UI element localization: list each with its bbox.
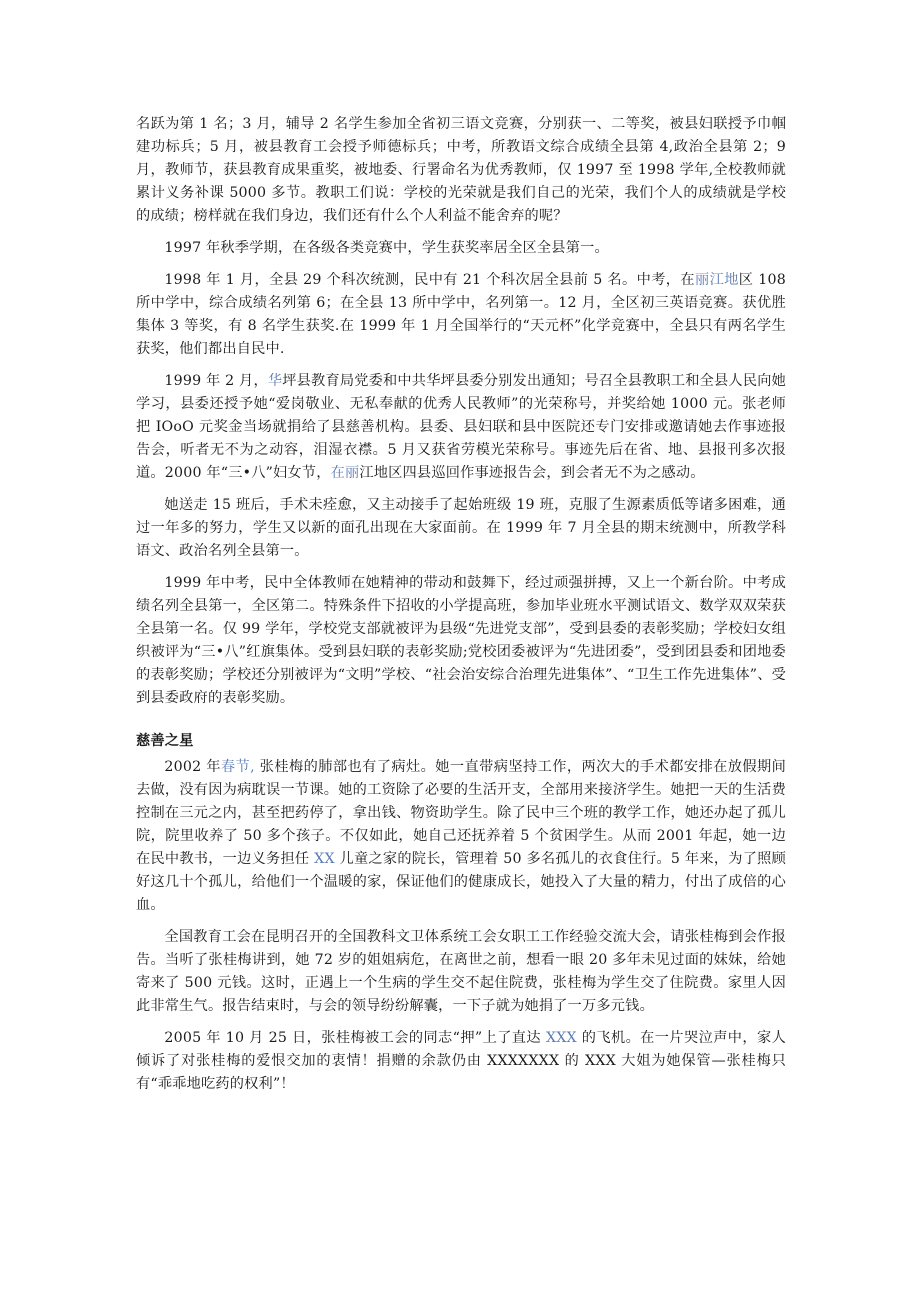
paragraph [136, 756, 786, 917]
paragraph-text: 1997 年秋季学期，在各级各类竞赛中，学生获奖率居全区全县第一。 [164, 240, 609, 256]
hyperlink-text[interactable]: 在丽 [330, 465, 360, 481]
paragraph-text: 全国教育工会在昆明召开的全国教科文卫体系统工会女职工工作经验交流大会，请张桂梅到会作报告。当听了张桂梅讲到，她 72 岁的姐姐病危，在离世之前，想看一眼 20 多年未见过面的妹妹，给她寄来了 500 元钱。这时，正遇上一个生病的学生交不起住院费，张桂梅为学生交了住院费。家里人因此非常生气。报告结束时，与会的领导纷纷解囊，一下子就为她捐了一万多元钱。 [136, 929, 786, 1014]
paragraph-text: 她送走 15 班后，手术未痊愈，又主动接手了起始班级 19 班，克服了生源素质低等诸多困难，通过一年多的努力，学生又以新的面孔出现在大家面前。在 1999 年 7 月全县的期末统测中，所教学科语文、政治名列全县第一。 [136, 497, 786, 559]
paragraph [136, 237, 786, 260]
hyperlink-text[interactable]: XXX [545, 1030, 577, 1046]
hyperlink-text[interactable]: 春节, [220, 759, 255, 775]
document-body [136, 113, 786, 1105]
paragraph-text: 的飞机。在一片哭泣声中，家人倾诉了对张桂梅的爱恨交加的衷情！捐赠的余款仍由 XXXXXXX 的 XXX 大姐为她保管—张桂梅只有“乖乖地吃药的权利”！ [136, 1030, 786, 1092]
paragraph [136, 1027, 786, 1096]
section-heading: 慈善之星 [136, 733, 194, 749]
paragraph-text: 名跃为第 1 名；3 月，辅导 2 名学生参加全省初三语文竞赛，分别获一、二等奖，被县妇联授予巾帼建功标兵；5 月，被县教育工会授予师德标兵；中考，所教语文综合成绩全县第 4,政治全县第 2；9 月，教师节，获县教育成果重奖，被地委、行署命名为优秀教师，仅 1997 至 1998 学年,全校教师就累计义务补课 5000 多节。教职工们说：学校的光荣就是我们自己的光荣，我们个人的成绩就是学校的成绩；榜样就在我们身边，我们还有什么个人利益不能舍弃的呢？ [136, 116, 786, 224]
paragraph [136, 572, 786, 710]
paragraph-text: 1999 年中考，民中全体教师在她精神的带动和鼓舞下，经过顽强拼搏，又上一个新台阶。中考成绩名列全县第一，全区第二。特殊条件下招收的小学提高班，参加毕业班水平测试语文、数学双双荣获全县第一名。仅 99 学年，学校党支部就被评为县级“先进党支部”，受到县委的表彰奖励；学校妇女组织被评为“三•八”红旗集体。受到县妇联的表彰奖励;党校团委被评为“先进团委”，受到团县委和团地委的表彰奖励；学校还分别被评为“文明”学校、“社会治安综合治理先进集体”、“卫生工作先进集体”、受到县委政府的表彰奖励。 [136, 575, 786, 706]
paragraph-text: 1999 年 2 月， [164, 373, 268, 389]
hyperlink-text[interactable]: 华 [267, 373, 283, 389]
hyperlink-text[interactable]: XX [314, 851, 335, 867]
paragraph-text: 张桂梅的肺部也有了病灶。她一直带病坚持工作，两次大的手术都安排在放假期间去做，没有因为病耽误一节课。她的工资除了必要的生活开支，全部用来接济学生。她把一天的生活费控制在三元之内，甚至把药停了，拿出钱、物资助学生。除了民中三个班的教学工作，她还办起了孤儿院，院里收养了 50 多个孩子。不仅如此，她自己还抚养着 5 个贫困学生。从而 2001 年起，她一边在民中教书，一边义务担任 [136, 759, 786, 867]
paragraph [136, 113, 786, 228]
paragraph [136, 370, 786, 485]
paragraph-group-achievements [136, 113, 786, 710]
paragraph [136, 269, 786, 361]
paragraph-text: 区 108 所中学中，综合成绩名列第 6；在全县 13 所中学中，名列第一。12 月，全区初三英语竞赛。获优胜集体 3 等奖，有 8 名学生获奖.在 1999 年 1 月全国举行的“天元杯”化学竞赛中，全县只有两名学生获奖，他们都出自民中. [136, 272, 786, 357]
paragraph [136, 494, 786, 563]
paragraph [136, 926, 786, 1018]
paragraph-text: 2002 年 [164, 759, 221, 775]
hyperlink-text[interactable]: 丽江地 [695, 272, 739, 288]
paragraph-text: 1998 年 1 月，全县 29 个科次统测，民中有 21 个科次居全县前 5 名。中考，在 [164, 272, 695, 288]
paragraph-text: 2005 年 10 月 25 日，张桂梅被工会的同志“押”上了直达 [164, 1030, 546, 1046]
paragraph-text: 江地区四县巡回作事迹报告会，到会者无不为之感动。 [359, 465, 705, 481]
paragraph-group-charity [136, 756, 786, 1096]
paragraph-text: 儿童之家的院长，管理着 50 多名孤儿的衣食住行。5 年来，为了照顾好这几十个孤儿，给他们一个温暖的家，保证他们的健康成长，她投入了大量的精力，付出了成倍的心血。 [136, 851, 786, 913]
paragraph-text: 坪县教育局党委和中共华坪县委分别发出通知；号召全县教职工和全县人民向她学习，县委还授予她“爱岗敬业、无私奉献的优秀人民教师”的光荣称号，并奖给她 1000 元。张老师把 IOoO 元奖金当场就捐给了县慈善机构。县委、县妇联和县中医院还专门安排或邀请她去作事迹报告会，听者无不为之动容，泪湿衣襟。5 月又获省劳模光荣称号。事迹先后在省、地、县报刊多次报道。2000 年“三•八”妇女节， [136, 373, 786, 481]
